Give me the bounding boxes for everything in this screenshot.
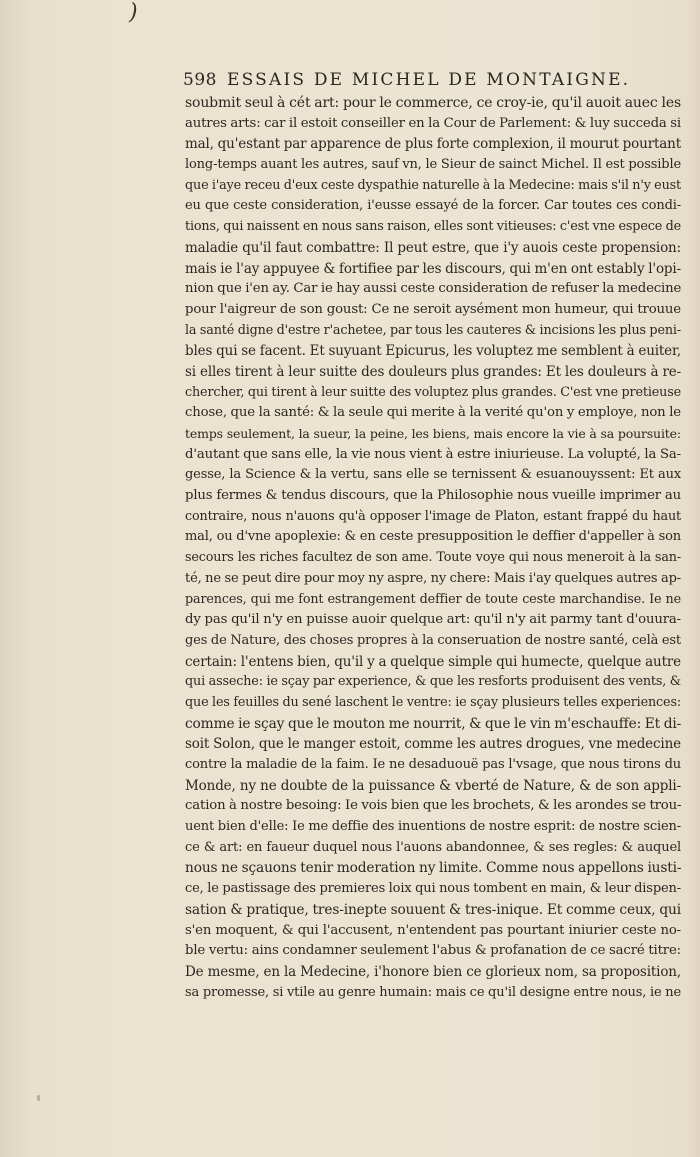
text-line: d'autant que sans elle, la vie nous vient à estre iniurieuse. La volupté, la Sa-	[185, 446, 681, 462]
text-line: mal, qu'estant par apparence de plus forte complexion, il mourut pourtant	[185, 136, 681, 153]
text-line: Monde, ny ne doubte de la puissance & vberté de Nature, & de son appli-	[185, 777, 681, 794]
text-line: ce & art: en faueur duquel nous l'auons abandonnee, & ses regles: & auquel	[185, 839, 681, 855]
text-line: autres arts: car il estoit conseiller en la Cour de Parlement: & luy succeda si	[185, 115, 681, 131]
text-line: té, ne se peut dire pour moy ny aspre, ny chere: Mais i'ay quelques autres ap-	[185, 570, 681, 586]
text-line: tions, qui naissent en nous sans raison, elles sont vitieuses: c'est vne espece de	[185, 219, 681, 235]
text-line: ges de Nature, des choses propres à la conseruation de nostre santé, celà est	[185, 632, 681, 648]
page-number: 598	[183, 70, 217, 90]
text-line: mais ie l'ay appuyee & fortifiee par les discours, qui m'en ont estably l'opi-	[185, 260, 681, 277]
text-line: que les feuilles du sené laschent le ventre: ie sçay plusieurs telles experiences:	[185, 694, 681, 710]
corner-mark: )	[129, 0, 138, 25]
text-line: comme ie sçay que le mouton me nourrit, & que le vin m'eschauffe: Et di-	[185, 715, 681, 732]
text-line: nous ne sçauons tenir moderation ny limite. Comme nous appellons iusti-	[185, 860, 681, 877]
text-line: parences, qui me font estrangement deffier de toute ceste marchandise. Ie ne	[185, 591, 681, 607]
text-line: De mesme, en la Medecine, i'honore bien ce glorieux nom, sa proposition,	[185, 963, 681, 980]
text-line: contre la maladie de la faim. Ie ne desaduouë pas l'vsage, que nous tirons du	[185, 757, 681, 772]
text-line: dy pas qu'il n'y en puisse auoir quelque art: qu'il n'y ait parmy tant d'ouura-	[185, 612, 681, 628]
text-line: soit Solon, que le manger estoit, comme les autres drogues, vne medecine	[185, 736, 681, 753]
text-line: sa promesse, si vtile au genre humain: mais ce qu'il designe entre nous, ie ne	[185, 984, 681, 1000]
text-line: gesse, la Science & la vertu, sans elle se ternissent & esuanouyssent: Et aux	[185, 467, 681, 483]
text-line: ce, le pastissage des premieres loix qui nous tombent en main, & leur dispen-	[185, 881, 681, 897]
text-line: chose, que la santé: & la seule qui merite à la verité qu'on y employe, non le	[185, 405, 681, 421]
text-line: cation à nostre besoing: Ie vois bien que les brochets, & les arondes se trou-	[185, 798, 681, 814]
running-head	[183, 70, 663, 94]
paper-blemish	[37, 1095, 40, 1101]
text-line: mal, ou d'vne apoplexie: & en ceste presupposition le deffier d'appeller à son	[185, 529, 681, 545]
text-line: eu que ceste consideration, i'eusse essayé de la forcer. Car toutes ces condi-	[185, 198, 681, 214]
text-line: bles qui se facent. Et suyuant Epicurus, les voluptez me semblent à euiter,	[185, 343, 681, 360]
text-line: soubmit seul à cét art: pour le commerce, ce croy-ie, qu'il auoit auec les	[185, 95, 681, 111]
text-line: qui asseche: ie sçay par experience, & que les resforts produisent des vents, &	[185, 674, 681, 690]
text-line: sation & pratique, tres-inepte souuent & tres-inique. Et comme ceux, qui	[185, 901, 681, 918]
text-line: secours les riches facultez de son ame. Toute voye qui nous meneroit à la san-	[185, 550, 681, 566]
text-line: que i'aye receu d'eux ceste dyspathie naturelle à la Medecine: mais s'il n'y eust	[185, 177, 681, 193]
text-line: long-temps auant les autres, sauf vn, le Sieur de sainct Michel. Il est possible	[185, 157, 681, 173]
text-line: maladie qu'il faut combattre: Il peut estre, que i'y auois ceste propension:	[185, 239, 681, 256]
body-text	[185, 93, 681, 1003]
text-line: pour l'aigreur de son goust: Ce ne seroit aysément mon humeur, qui trouue	[185, 301, 681, 317]
text-line: s'en moquent, & qui l'accusent, n'entendent pas pourtant iniurier ceste no-	[185, 922, 681, 938]
text-line: chercher, qui tirent à leur suitte des voluptez plus grandes. C'est vne pretieuse	[185, 384, 681, 400]
text-line: temps seulement, la sueur, la peine, les biens, mais encore la vie à sa poursuite:	[185, 426, 681, 441]
text-line: la santé digne d'estre r'achetee, par tous les cauteres & incisions les plus peni-	[185, 322, 681, 338]
text-line: plus fermes & tendus discours, que la Philosophie nous vueille imprimer au	[185, 488, 681, 504]
text-line: contraire, nous n'auons qu'à opposer l'image de Platon, estant frappé du haut	[185, 508, 681, 524]
running-title: ESSAIS DE MICHEL DE MONTAIGNE.	[227, 70, 631, 90]
text-line: ble vertu: ains condamner seulement l'abus & profanation de ce sacré titre:	[185, 943, 681, 959]
text-line: si elles tirent à leur suitte des douleurs plus grandes: Et les douleurs à re-	[185, 363, 681, 380]
text-line: certain: l'entens bien, qu'il y a quelque simple qui humecte, quelque autre	[185, 653, 681, 670]
text-line: nion que i'en ay. Car ie hay aussi ceste consideration de refuser la medecine	[185, 281, 681, 297]
text-line: uent bien d'elle: Ie me deffie des inuentions de nostre esprit: de nostre scien-	[185, 819, 681, 835]
